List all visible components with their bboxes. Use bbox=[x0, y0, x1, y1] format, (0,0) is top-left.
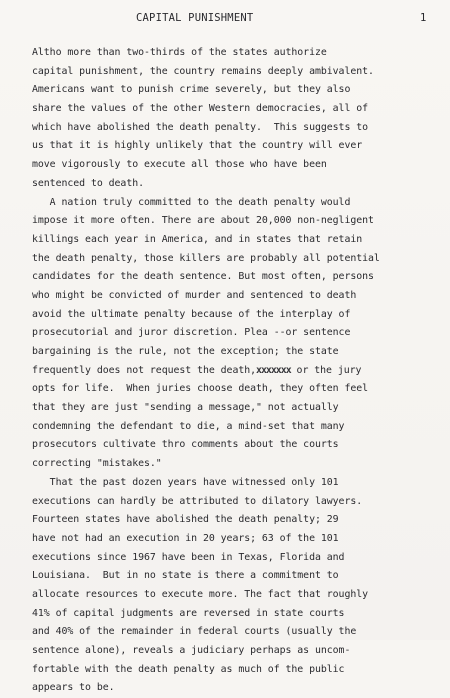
text-line: the death penalty, those killers are probably all potential bbox=[32, 252, 380, 264]
text-line: sentenced to death. bbox=[32, 177, 145, 189]
page-header bbox=[0, 12, 450, 28]
text-line: executions can hardly be attributed to dilatory lawyers. bbox=[32, 495, 363, 507]
text-line: condemning the defendant to die, a mind-set that many bbox=[32, 420, 345, 432]
text-line: impose it more often. There are about 20,000 non-negligent bbox=[32, 215, 374, 227]
text-line: appears to be. bbox=[32, 682, 115, 694]
text-line: executions since 1967 have been in Texas, Florida and bbox=[32, 551, 345, 563]
page-title: CAPITAL PUNISHMENT bbox=[136, 12, 254, 24]
text-line: move vigorously to execute all those who have been bbox=[32, 159, 327, 171]
text-line: that they are just "sending a message," not actually bbox=[32, 402, 339, 414]
text-line: A nation truly committed to the death penalty would bbox=[32, 196, 351, 208]
text-line: candidates for the death sentence. But most often, persons bbox=[32, 271, 374, 283]
text-line: who might be convicted of murder and sentenced to death bbox=[32, 289, 357, 301]
text-line: avoid the ultimate penalty because of the interplay of bbox=[32, 308, 351, 320]
text-line: and 40% of the remainder in federal courts (usually the bbox=[32, 626, 357, 638]
text-segment: or the jury bbox=[290, 364, 362, 376]
text-line: capital punishment, the country remains deeply ambivalent. bbox=[32, 65, 374, 77]
text-segment: frequently does not request the death, bbox=[32, 364, 257, 376]
text-line: 41% of capital judgments are reversed in state courts bbox=[32, 607, 345, 619]
text-line: killings each year in America, and in states that retain bbox=[32, 233, 363, 245]
struck-out-text: xxxxxxx bbox=[256, 364, 291, 376]
page-number: 1 bbox=[420, 12, 427, 24]
text-line: prosecutorial and juror discretion. Plea --or sentence bbox=[32, 327, 351, 339]
text-line: Fourteen states have abolished the death penalty; 29 bbox=[32, 514, 339, 526]
text-line: prosecutors cultivate thro comments about the courts bbox=[32, 439, 339, 451]
text-line: sentence alone), reveals a judiciary perhaps as uncom- bbox=[32, 645, 351, 656]
text-line: Altho more than two-thirds of the states authorize bbox=[32, 47, 327, 58]
text-line: allocate resources to execute more. The fact that roughly bbox=[32, 588, 369, 600]
text-line: bargaining is the rule, not the exception; the state bbox=[32, 346, 339, 357]
text-line: Louisiana. But in no state is there a commitment to bbox=[32, 570, 339, 582]
text-line: share the values of the other Western democracies, all of bbox=[32, 103, 369, 115]
text-line: us that it is highly unlikely that the country will ever bbox=[32, 140, 363, 152]
text-line: which have abolished the death penalty. This suggests to bbox=[32, 121, 369, 133]
text-line: have not had an execution in 20 years; 63 of the 101 bbox=[32, 532, 339, 544]
text-line: Americans want to punish crime severely, but they also bbox=[32, 84, 351, 96]
text-line-with-strikeout bbox=[32, 362, 442, 381]
text-line: fortable with the death penalty as much of the public bbox=[32, 663, 345, 675]
text-line: correcting "mistakes." bbox=[32, 458, 162, 470]
body-text bbox=[32, 44, 442, 698]
text-line: That the past dozen years have witnessed only 101 bbox=[32, 476, 339, 488]
text-line: opts for life. When juries choose death, they often feel bbox=[32, 383, 369, 395]
